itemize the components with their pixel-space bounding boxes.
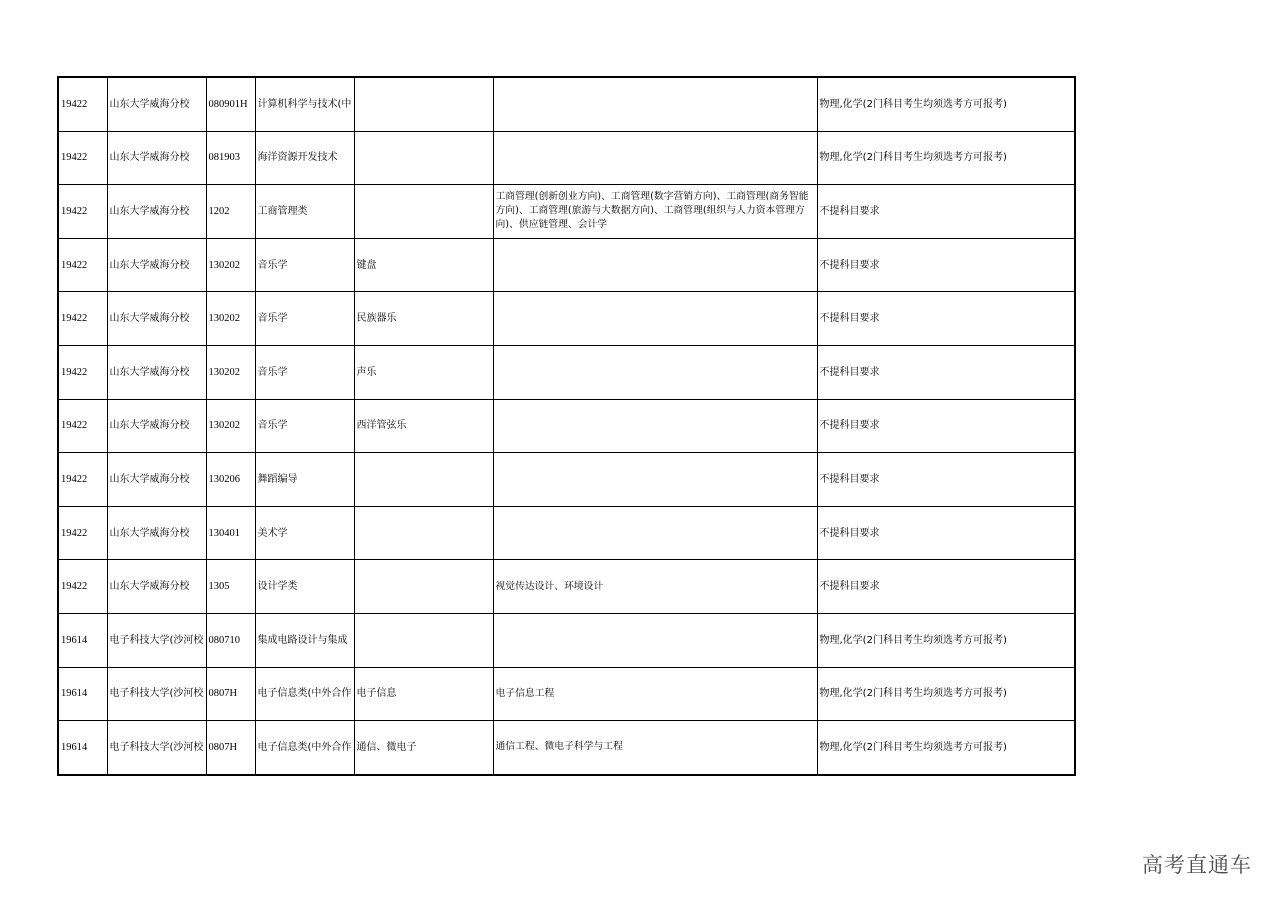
cell-subject-requirement: 不提科目要求 — [817, 506, 1075, 560]
table-row — [58, 453, 1075, 507]
cell-subject-requirement: 不提科目要求 — [817, 185, 1075, 239]
cell-included-majors — [493, 238, 817, 292]
cell-major-name: 舞蹈编导 — [255, 453, 354, 507]
cell-subject-requirement: 物理,化学(2门科目考生均须选考方可报考) — [817, 613, 1075, 667]
cell-direction: 西洋管弦乐 — [354, 399, 493, 453]
cell-major-name: 电子信息类(中外合作 — [255, 667, 354, 721]
cell-school-name: 山东大学威海分校 — [107, 506, 206, 560]
cell-subject-requirement: 物理,化学(2门科目考生均须选考方可报考) — [817, 77, 1075, 131]
table-row — [58, 77, 1075, 131]
cell-school-name: 电子科技大学(沙河校 — [107, 721, 206, 775]
cell-included-majors: 通信工程、微电子科学与工程 — [493, 721, 817, 775]
cell-subject-requirement: 不提科目要求 — [817, 292, 1075, 346]
table-row — [58, 506, 1075, 560]
cell-direction — [354, 185, 493, 239]
cell-school-code: 19422 — [58, 453, 107, 507]
table-row — [58, 185, 1075, 239]
cell-direction — [354, 453, 493, 507]
cell-school-name: 山东大学威海分校 — [107, 238, 206, 292]
cell-included-majors — [493, 506, 817, 560]
table-row — [58, 292, 1075, 346]
cell-subject-requirement: 不提科目要求 — [817, 560, 1075, 614]
cell-direction: 电子信息 — [354, 667, 493, 721]
cell-school-code: 19422 — [58, 399, 107, 453]
cell-major-code: 1305 — [206, 560, 255, 614]
cell-major-name: 美术学 — [255, 506, 354, 560]
cell-included-majors — [493, 613, 817, 667]
table-row — [58, 399, 1075, 453]
cell-school-code: 19614 — [58, 667, 107, 721]
cell-school-name: 山东大学威海分校 — [107, 399, 206, 453]
cell-direction — [354, 613, 493, 667]
cell-major-name: 海洋资源开发技术 — [255, 131, 354, 185]
table-row — [58, 721, 1075, 775]
cell-major-code: 081903 — [206, 131, 255, 185]
cell-major-name: 音乐学 — [255, 345, 354, 399]
cell-included-majors: 电子信息工程 — [493, 667, 817, 721]
table-body — [58, 77, 1075, 775]
cell-included-majors: 工商管理(创新创业方向)、工商管理(数字营销方向)、工商管理(商务智能方向)、工商管理(旅游与大数据方向)、工商管理(组织与人力资本管理方向)、供应链管理、会计学 — [493, 185, 817, 239]
cell-included-majors: 视觉传达设计、环境设计 — [493, 560, 817, 614]
cell-school-name: 山东大学威海分校 — [107, 453, 206, 507]
cell-major-code: 130202 — [206, 238, 255, 292]
cell-school-code: 19422 — [58, 292, 107, 346]
cell-school-name: 电子科技大学(沙河校 — [107, 667, 206, 721]
cell-major-code: 080710 — [206, 613, 255, 667]
cell-included-majors — [493, 77, 817, 131]
watermark-logo: 高考直通车 — [1142, 853, 1252, 877]
cell-major-code: 130401 — [206, 506, 255, 560]
cell-school-code: 19422 — [58, 345, 107, 399]
cell-school-code: 19422 — [58, 560, 107, 614]
table-row — [58, 238, 1075, 292]
cell-direction: 键盘 — [354, 238, 493, 292]
cell-subject-requirement: 物理,化学(2门科目考生均须选考方可报考) — [817, 721, 1075, 775]
cell-school-name: 山东大学威海分校 — [107, 77, 206, 131]
cell-school-code: 19422 — [58, 185, 107, 239]
cell-direction — [354, 77, 493, 131]
cell-major-code: 0807H — [206, 667, 255, 721]
cell-major-name: 音乐学 — [255, 292, 354, 346]
cell-major-name: 电子信息类(中外合作 — [255, 721, 354, 775]
cell-major-name: 音乐学 — [255, 399, 354, 453]
cell-major-code: 1202 — [206, 185, 255, 239]
cell-major-name: 音乐学 — [255, 238, 354, 292]
cell-school-name: 山东大学威海分校 — [107, 185, 206, 239]
table-row — [58, 345, 1075, 399]
cell-school-name: 山东大学威海分校 — [107, 131, 206, 185]
cell-school-name: 山东大学威海分校 — [107, 345, 206, 399]
cell-included-majors — [493, 131, 817, 185]
cell-subject-requirement: 物理,化学(2门科目考生均须选考方可报考) — [817, 667, 1075, 721]
cell-school-code: 19614 — [58, 721, 107, 775]
admission-table — [57, 76, 1076, 776]
cell-school-code: 19614 — [58, 613, 107, 667]
cell-included-majors — [493, 292, 817, 346]
table-row — [58, 613, 1075, 667]
cell-direction: 声乐 — [354, 345, 493, 399]
cell-direction — [354, 506, 493, 560]
cell-school-code: 19422 — [58, 131, 107, 185]
table-row — [58, 131, 1075, 185]
cell-direction — [354, 131, 493, 185]
cell-subject-requirement: 不提科目要求 — [817, 345, 1075, 399]
cell-included-majors — [493, 399, 817, 453]
cell-school-name: 山东大学威海分校 — [107, 560, 206, 614]
cell-major-name: 工商管理类 — [255, 185, 354, 239]
cell-major-code: 0807H — [206, 721, 255, 775]
cell-school-code: 19422 — [58, 506, 107, 560]
cell-major-name: 集成电路设计与集成 — [255, 613, 354, 667]
cell-included-majors — [493, 345, 817, 399]
cell-major-name: 计算机科学与技术(中 — [255, 77, 354, 131]
cell-direction: 民族器乐 — [354, 292, 493, 346]
table-row — [58, 667, 1075, 721]
cell-school-code: 19422 — [58, 238, 107, 292]
cell-subject-requirement: 不提科目要求 — [817, 399, 1075, 453]
cell-major-code: 130202 — [206, 345, 255, 399]
cell-subject-requirement: 不提科目要求 — [817, 453, 1075, 507]
cell-school-name: 电子科技大学(沙河校 — [107, 613, 206, 667]
cell-direction: 通信、微电子 — [354, 721, 493, 775]
table-row — [58, 560, 1075, 614]
cell-subject-requirement: 物理,化学(2门科目考生均须选考方可报考) — [817, 131, 1075, 185]
cell-major-code: 130206 — [206, 453, 255, 507]
cell-major-code: 080901H — [206, 77, 255, 131]
cell-major-code: 130202 — [206, 399, 255, 453]
cell-included-majors — [493, 453, 817, 507]
cell-major-code: 130202 — [206, 292, 255, 346]
cell-school-name: 山东大学威海分校 — [107, 292, 206, 346]
cell-direction — [354, 560, 493, 614]
cell-subject-requirement: 不提科目要求 — [817, 238, 1075, 292]
cell-school-code: 19422 — [58, 77, 107, 131]
cell-major-name: 设计学类 — [255, 560, 354, 614]
